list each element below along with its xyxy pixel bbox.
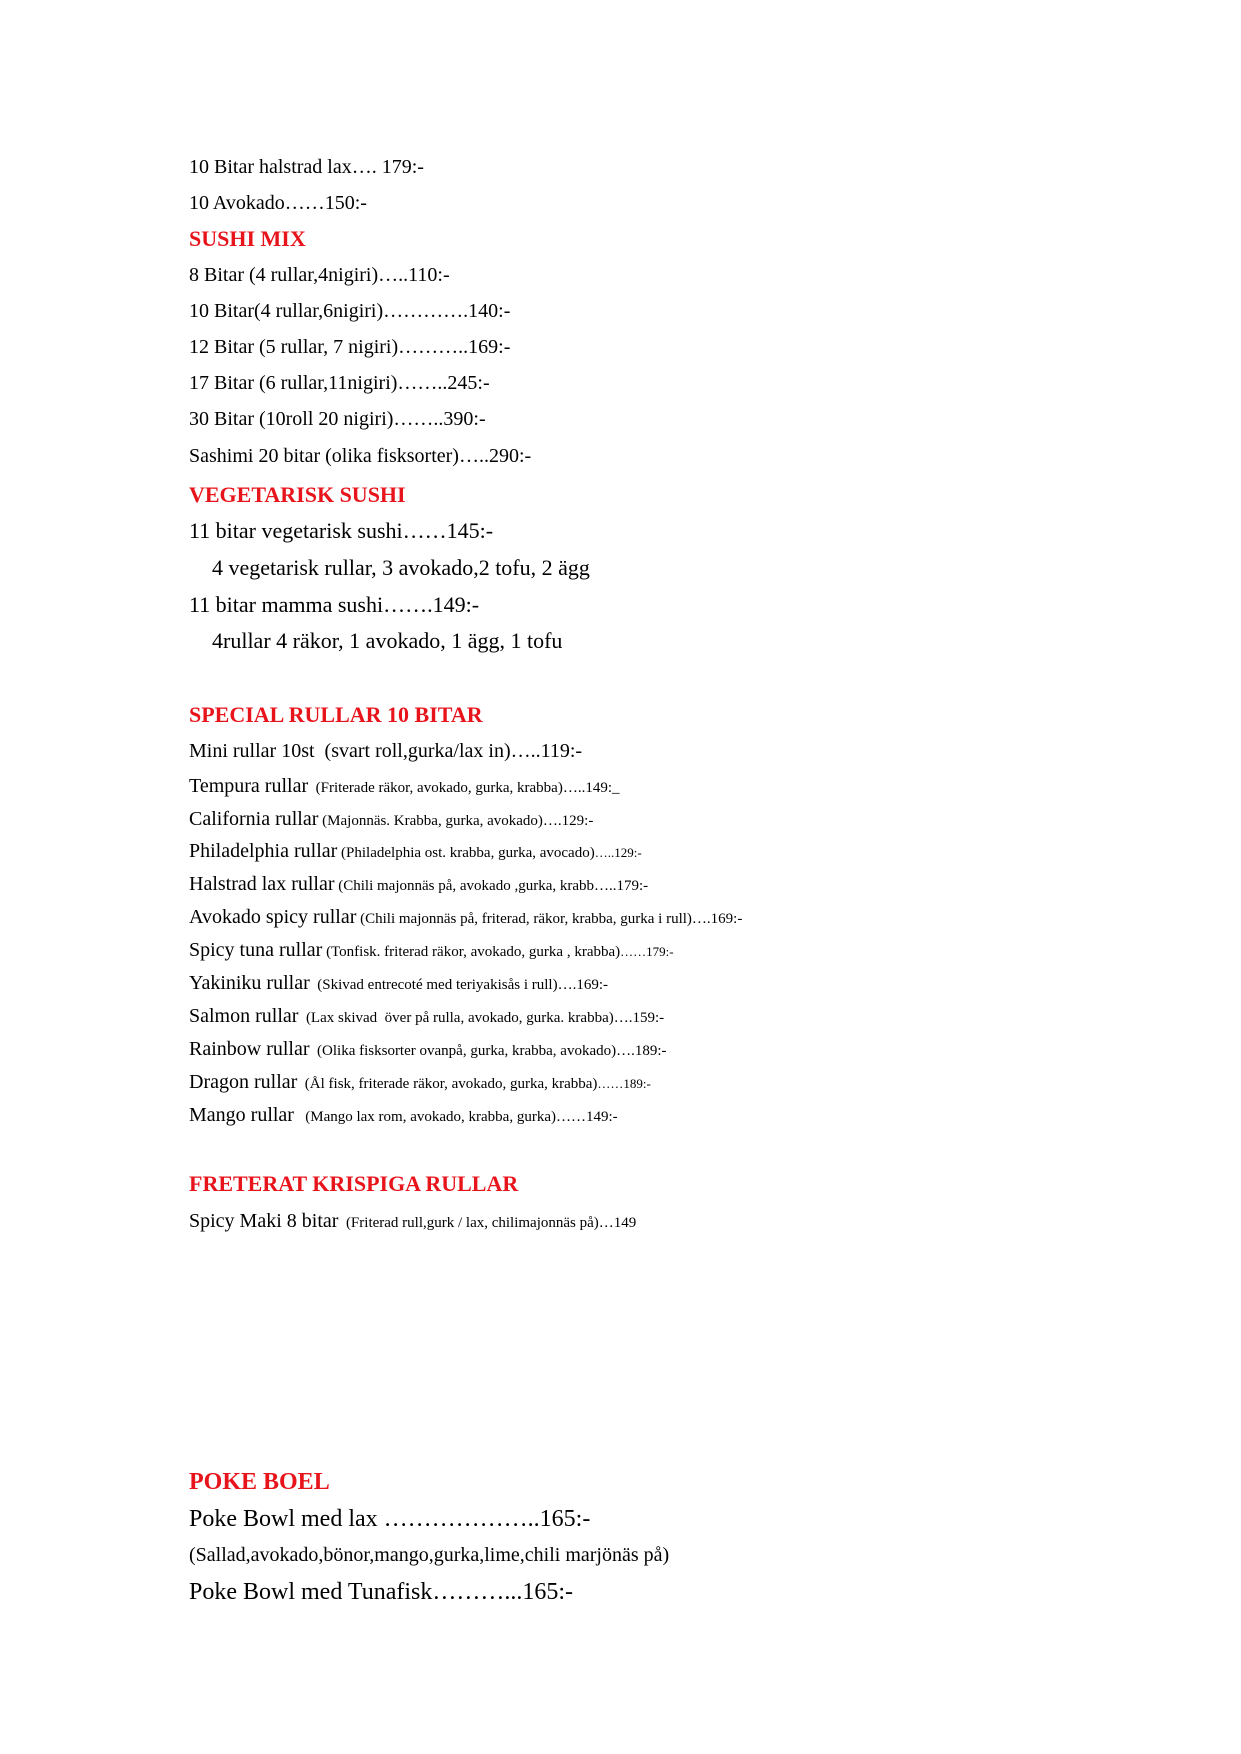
menu-item: 11 bitar mamma sushi…….149:- <box>189 592 480 617</box>
menu-item <box>189 940 674 960</box>
section-heading-sushi-mix: SUSHI MIX <box>189 226 306 251</box>
menu-item <box>189 1072 651 1092</box>
menu-item-name: Tempura rullar <box>189 775 309 797</box>
menu-item-name: Philadelphia rullar <box>189 840 338 862</box>
menu-item-description: (Lax skivad över på rulla, avokado, gurka. krabba)….159:- <box>298 1010 665 1026</box>
menu-item <box>189 874 648 894</box>
menu-item-description: (Tonfisk. friterad räkor, avokado, gurka , krabba) <box>322 944 621 960</box>
menu-item-description: (Mango lax rom, avokado, krabba, gurka)……149:- <box>293 1109 618 1125</box>
menu-item-name: Dragon rullar <box>189 1071 298 1093</box>
menu-item <box>189 809 593 829</box>
menu-item-description: (Philadelphia ost. krabba, gurka, avocado) <box>337 845 595 861</box>
menu-item-name: Mango rullar <box>189 1104 294 1126</box>
menu-item: 30 Bitar (10roll 20 nigiri)……..390:- <box>189 408 486 430</box>
menu-item: 10 Bitar(4 rullar,6nigiri)………….140:- <box>189 300 511 322</box>
menu-item <box>189 1039 667 1059</box>
menu-item-name: Spicy tuna rullar <box>189 939 323 961</box>
menu-item-description: (Chili majonnäs på, avokado ,gurka, krabb…..179:- <box>334 878 649 894</box>
menu-item <box>189 776 619 796</box>
menu-item: 17 Bitar (6 rullar,11nigiri)……..245:- <box>189 372 490 394</box>
menu-item: Poke Bowl med lax ………………..165:- <box>189 1506 591 1532</box>
menu-item-description: (Chili majonnäs på, friterad, räkor, krabba, gurka i rull)….169:- <box>356 911 743 927</box>
menu-item-name: Spicy Maki 8 bitar <box>189 1210 339 1232</box>
menu-item-name: Salmon rullar <box>189 1005 299 1027</box>
section-heading-special-rullar: SPECIAL RULLAR 10 BITAR <box>189 702 483 727</box>
menu-item-price: ……179:- <box>620 944 674 959</box>
menu-item: 10 Bitar halstrad lax…. 179:- <box>189 156 424 178</box>
menu-item <box>189 1006 664 1026</box>
menu-item-price: ……189:- <box>597 1076 651 1091</box>
menu-item: 8 Bitar (4 rullar,4nigiri)…..110:- <box>189 264 450 286</box>
menu-item-description: (Majonnäs. Krabba, gurka, avokado)….129:- <box>318 813 594 829</box>
menu-item-name: Halstrad lax rullar <box>189 873 335 895</box>
section-heading-freterat: FRETERAT KRISPIGA RULLAR <box>189 1171 519 1196</box>
menu-item-description: 4rullar 4 räkor, 1 avokado, 1 ägg, 1 tofu <box>212 628 563 653</box>
menu-item-price: …..129:- <box>594 845 642 860</box>
menu-item-name: Rainbow rullar <box>189 1038 310 1060</box>
section-heading-poke: POKE BOEL <box>189 1469 330 1495</box>
menu-item <box>189 907 742 927</box>
menu-item <box>189 1211 636 1231</box>
menu-item: 12 Bitar (5 rullar, 7 nigiri)………..169:- <box>189 336 511 358</box>
menu-item: Poke Bowl med Tunafisk………...165:- <box>189 1579 574 1605</box>
menu-item-description: (Friterad rull,gurk / lax, chilimajonnäs på)…149 <box>338 1215 637 1231</box>
menu-item-name: California rullar <box>189 808 319 830</box>
section-heading-vegetarisk: VEGETARISK SUSHI <box>189 482 406 507</box>
menu-item <box>189 841 642 861</box>
menu-item-description: (Olika fisksorter ovanpå, gurka, krabba, avokado)….189:- <box>309 1043 667 1059</box>
menu-item: 10 Avokado……150:- <box>189 192 367 214</box>
menu-item <box>189 973 608 993</box>
menu-item-description: 4 vegetarisk rullar, 3 avokado,2 tofu, 2 ägg <box>212 555 590 580</box>
menu-item: 11 bitar vegetarisk sushi……145:- <box>189 518 494 543</box>
menu-item <box>189 1105 618 1125</box>
menu-item-name: Avokado spicy rullar <box>189 906 357 928</box>
menu-item-description: (Friterade räkor, avokado, gurka, krabba)…..149:_ <box>308 780 620 796</box>
menu-item-description: (Ål fisk, friterade räkor, avokado, gurka, krabba) <box>297 1076 598 1092</box>
menu-item-description: (Sallad,avokado,bönor,mango,gurka,lime,chili marjönäs på) <box>189 1544 670 1566</box>
menu-item-name: Yakiniku rullar <box>189 972 310 994</box>
menu-item: Sashimi 20 bitar (olika fisksorter)…..290:- <box>189 445 532 467</box>
menu-item-description: (Skivad entrecoté med teriyakisås i rull)….169:- <box>309 977 608 993</box>
menu-item: Mini rullar 10st (svart roll,gurka/lax in)…..119:- <box>189 740 583 762</box>
